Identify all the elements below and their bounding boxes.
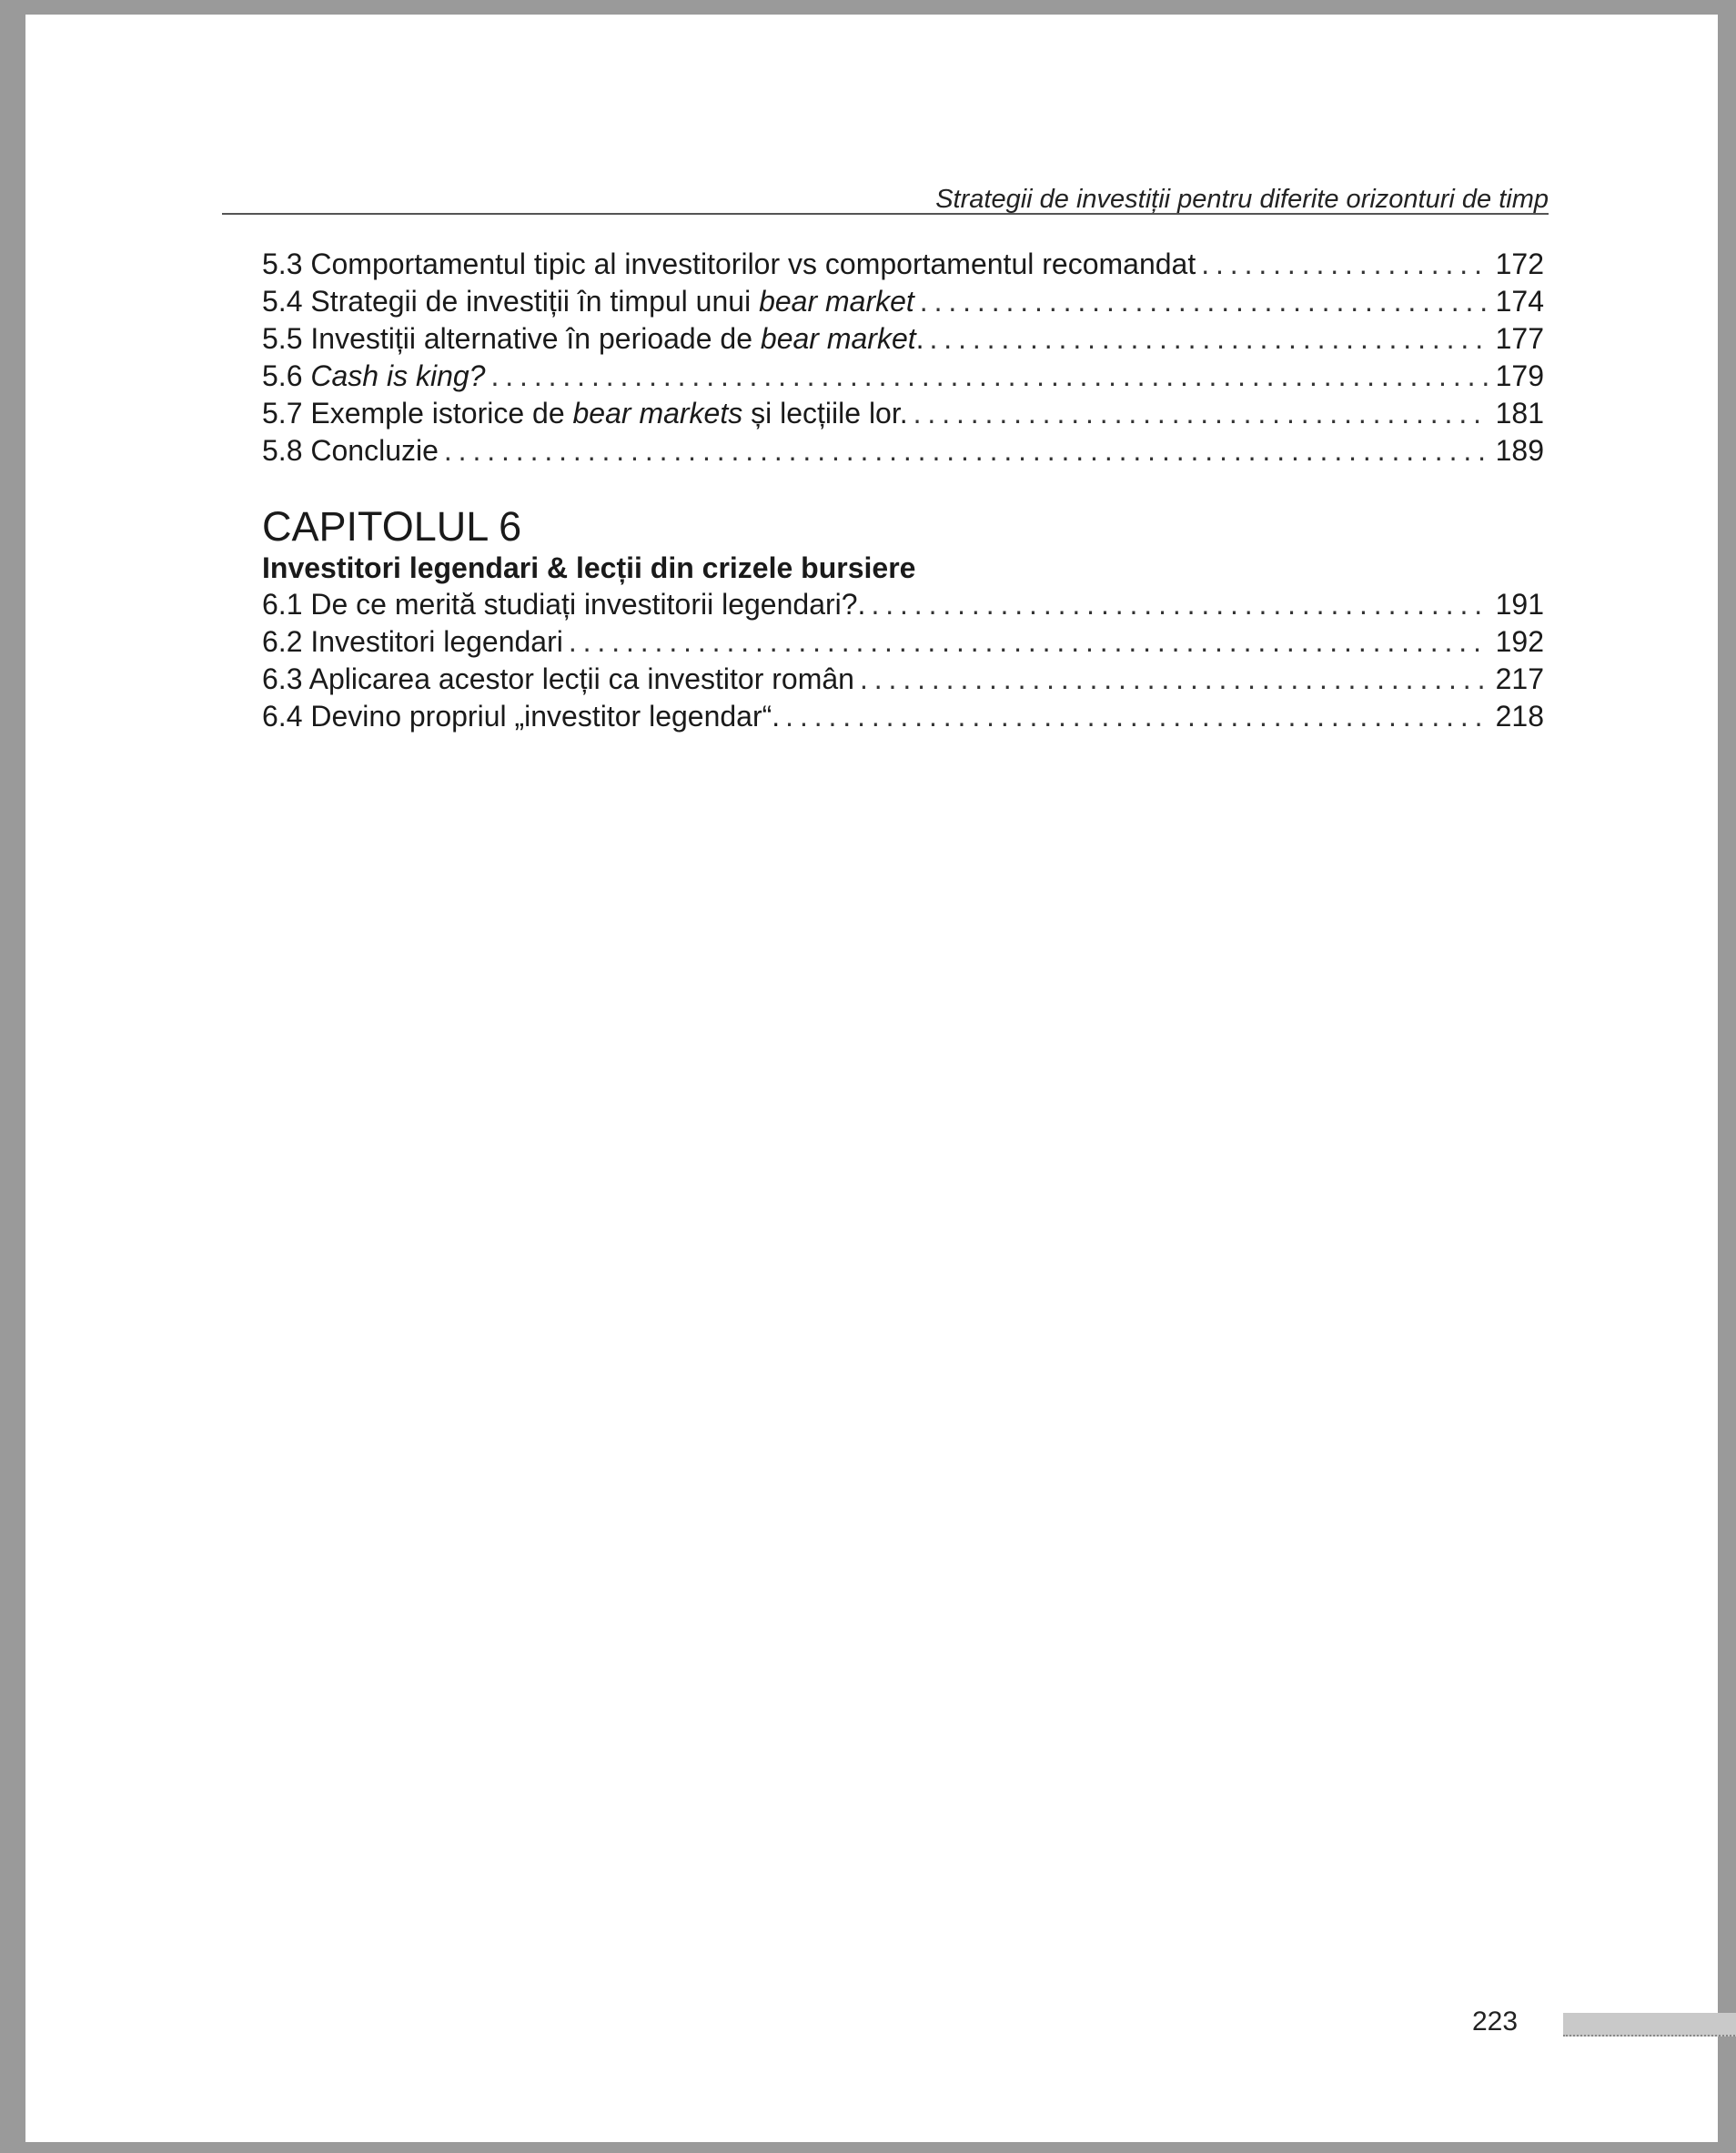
toc-entry <box>262 358 1544 395</box>
toc-entry-title <box>262 586 865 623</box>
toc-entry-italic-text: bear market <box>760 322 916 355</box>
toc-entry-page: 189 <box>1495 434 1544 467</box>
toc-entry-page: 217 <box>1495 662 1544 695</box>
toc-entry <box>262 246 1544 283</box>
toc-entry-text: Investitori legendari <box>310 625 563 658</box>
toc-entry-title <box>262 320 924 358</box>
dot-leader <box>871 586 1488 623</box>
table-of-contents <box>262 246 1544 735</box>
toc-entry-text: Strategii de investiții în timpul unui <box>310 285 760 318</box>
chapter-6-title: Investitori legendari & lecții din crizele bursiere <box>262 551 916 584</box>
toc-entry <box>262 320 1544 358</box>
toc-entry-page: 179 <box>1495 359 1544 392</box>
toc-entry-text: Investiții alternative în perioade de <box>310 322 761 355</box>
book-page <box>25 15 1718 2142</box>
toc-entry-text: Aplicarea acestor lecții ca investitor român <box>308 662 854 695</box>
toc-entry-title <box>262 661 854 698</box>
toc-entry-text: Concluzie <box>310 434 439 467</box>
dot-leader <box>785 698 1488 735</box>
dot-leader <box>930 320 1489 358</box>
running-header: Strategii de investiții pentru diferite orizonturi de timp <box>935 185 1549 214</box>
page-number: 223 <box>1472 2006 1519 2037</box>
toc-entry-number: 6.3 <box>262 662 303 695</box>
toc-entry-number: 5.6 <box>262 359 303 392</box>
dot-leader <box>1201 246 1488 283</box>
toc-entry-page: 218 <box>1495 700 1544 733</box>
toc-entry-text: Comportamentul tipic al investitorilor vs comportamentul recomandat <box>310 248 1196 280</box>
footer-tab-bar <box>1563 2013 1736 2037</box>
toc-entry-italic-text: Cash is king? <box>310 359 486 392</box>
dot-leader <box>444 432 1489 470</box>
toc-entry-italic-text: bear market <box>759 285 914 318</box>
toc-entry-page: 181 <box>1495 397 1544 430</box>
toc-entry-text-suffix: . <box>915 322 924 355</box>
toc-entry-number: 6.1 <box>262 588 303 621</box>
toc-entry-page: 177 <box>1495 322 1544 355</box>
dot-leader <box>913 395 1489 432</box>
toc-entry-number: 5.8 <box>262 434 303 467</box>
toc-entry-number: 5.3 <box>262 248 303 280</box>
toc-entry-number: 6.2 <box>262 625 303 658</box>
chapter-5-entries <box>262 246 1544 470</box>
toc-entry <box>262 395 1544 432</box>
dot-leader <box>569 623 1489 661</box>
chapter-6-heading: CAPITOLUL 6 <box>262 503 522 550</box>
toc-entry <box>262 283 1544 320</box>
toc-entry-text: De ce merită studiați investitorii legendari?. <box>310 588 866 621</box>
toc-entry <box>262 432 1544 470</box>
toc-entry-title <box>262 623 563 661</box>
toc-entry-title <box>262 246 1196 283</box>
toc-entry-title <box>262 698 780 735</box>
toc-entry-number: 5.4 <box>262 285 303 318</box>
toc-entry-page: 192 <box>1495 625 1544 658</box>
toc-entry-page: 172 <box>1495 248 1544 280</box>
toc-entry <box>262 586 1544 623</box>
toc-entry-title <box>262 358 485 395</box>
toc-entry-page: 191 <box>1495 588 1544 621</box>
toc-entry-italic-text: bear markets <box>572 397 743 430</box>
toc-entry-title <box>262 395 908 432</box>
chapter-6-entries <box>262 586 1544 735</box>
toc-entry-number: 6.4 <box>262 700 303 733</box>
dot-leader <box>490 358 1488 395</box>
toc-entry-title <box>262 432 439 470</box>
toc-entry <box>262 661 1544 698</box>
toc-entry-text: Devino propriul „investitor legendar“. <box>310 700 781 733</box>
toc-entry-number: 5.5 <box>262 322 303 355</box>
toc-entry <box>262 623 1544 661</box>
dot-leader <box>920 283 1489 320</box>
toc-entry <box>262 698 1544 735</box>
toc-entry-title <box>262 283 914 320</box>
dot-leader <box>860 661 1489 698</box>
header-rule <box>222 213 1549 215</box>
toc-entry-page: 174 <box>1495 285 1544 318</box>
toc-entry-number: 5.7 <box>262 397 303 430</box>
toc-entry-text-suffix: și lecțiile lor. <box>742 397 908 430</box>
toc-entry-text: Exemple istorice de <box>310 397 573 430</box>
